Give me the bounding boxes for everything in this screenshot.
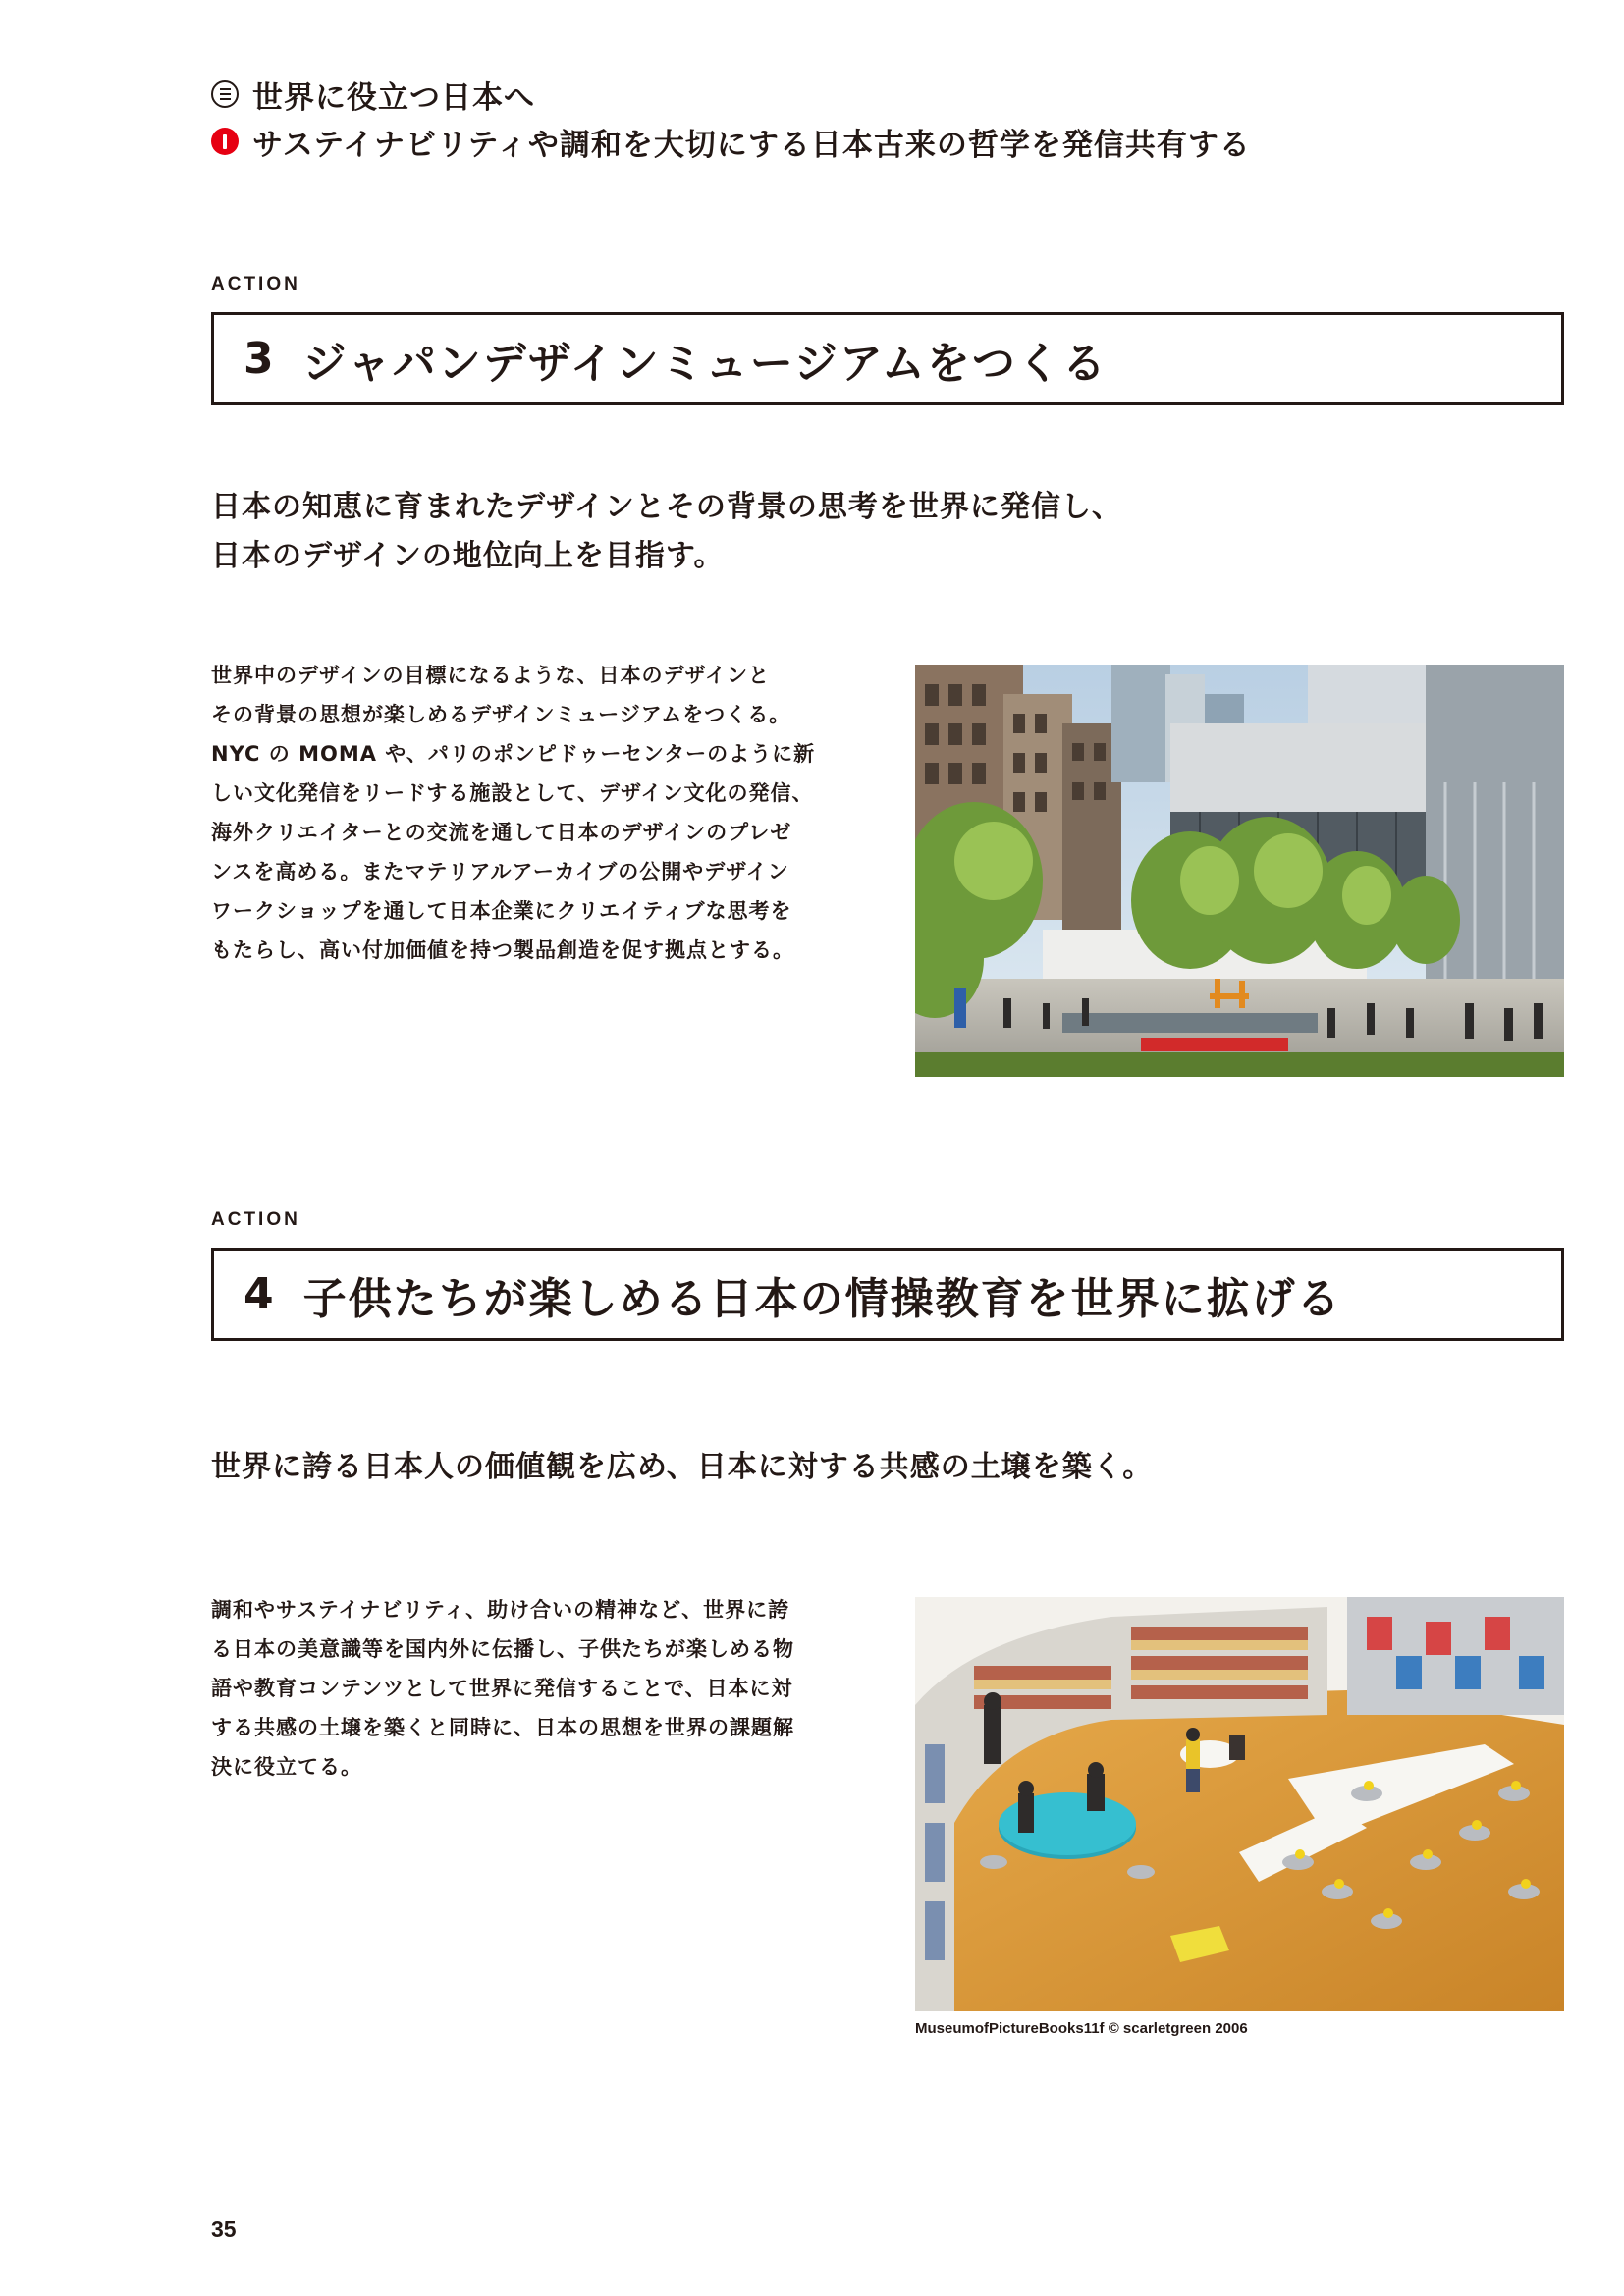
subsection-heading-text: サステイナビリティや調和を大切にする日本古来の哲学を発信共有する xyxy=(252,127,1251,163)
action-3-lead xyxy=(211,483,1122,581)
action-3-body-line: ワークショップを通して日本企業にクリエイティブな思考を xyxy=(211,899,792,923)
action-3-body-line: もたらし、高い付加価値を持つ製品創造を促す拠点とする。 xyxy=(211,938,794,962)
photo-caption: MuseumofPictureBooks11f © scarletgreen 2006 xyxy=(915,2020,1248,2037)
action-4-title-box xyxy=(211,1248,1564,1341)
section-heading-text: 世界に役立つ日本へ xyxy=(252,80,535,116)
action-3-lead-line: 日本のデザインの地位向上を目指す。 xyxy=(211,539,725,573)
action-3-body-line: しい文化発信をリードする施設として、デザイン文化の発信、 xyxy=(211,781,814,805)
action-3-body-line: 海外クリエイターとの交流を通して日本のデザインのプレゼ xyxy=(211,821,792,844)
museum-garden-photo xyxy=(915,665,1564,1077)
action-4-body xyxy=(211,1590,859,1787)
action-3-body xyxy=(211,656,859,970)
action-3-title-box xyxy=(211,312,1564,405)
action-3-lead-line: 日本の知恵に育まれたデザインとその背景の思考を世界に発信し、 xyxy=(211,490,1122,524)
action-4-body-line: 調和やサステイナビリティ、助け合いの精神など、世界に誇 xyxy=(211,1598,790,1622)
action-3-label: ACTION xyxy=(211,274,300,294)
red-exclamation-circle-icon xyxy=(211,128,239,155)
picture-book-library-photo xyxy=(915,1597,1564,2011)
subsection-heading xyxy=(211,120,1251,163)
action-3-body-line: その背景の思想が楽しめるデザインミュージアムをつくる。 xyxy=(211,703,791,726)
action-4-body-line: する共感の土壌を築くと同時に、日本の思想を世界の課題解 xyxy=(211,1716,794,1739)
page-number: 35 xyxy=(211,2216,237,2242)
action-3-title: ジャパンデザインミュージアムをつくる xyxy=(302,338,1108,389)
action-4-body-line: 決に役立てる。 xyxy=(211,1755,362,1779)
action-3-body-line: 世界中のデザインの目標になるような、日本のデザインと xyxy=(211,664,771,687)
action-3-body-line: ンスを高める。またマテリアルアーカイブの公開やデザイン xyxy=(211,860,789,883)
section-heading xyxy=(211,73,535,116)
action-4-title: 子供たちが楽しめる日本の情操教育を世界に拡げる xyxy=(302,1273,1342,1324)
action-3-number: 3 xyxy=(244,334,276,384)
action-4-lead xyxy=(211,1443,1153,1492)
action-4-number: 4 xyxy=(244,1269,276,1319)
action-4-body-line: る日本の美意識等を国内外に伝播し、子供たちが楽しめる物 xyxy=(211,1637,794,1661)
action-3-body-line: NYC の MOMA や、パリのポンピドゥーセンターのように新 xyxy=(211,742,816,766)
action-4-body-line: 語や教育コンテンツとして世界に発信することで、日本に対 xyxy=(211,1677,793,1700)
action-4-label: ACTION xyxy=(211,1209,300,1230)
action-4-lead-line: 世界に誇る日本人の価値観を広め、日本に対する共感の土壌を築く。 xyxy=(211,1450,1154,1484)
circled-three-lines-icon xyxy=(211,80,239,108)
